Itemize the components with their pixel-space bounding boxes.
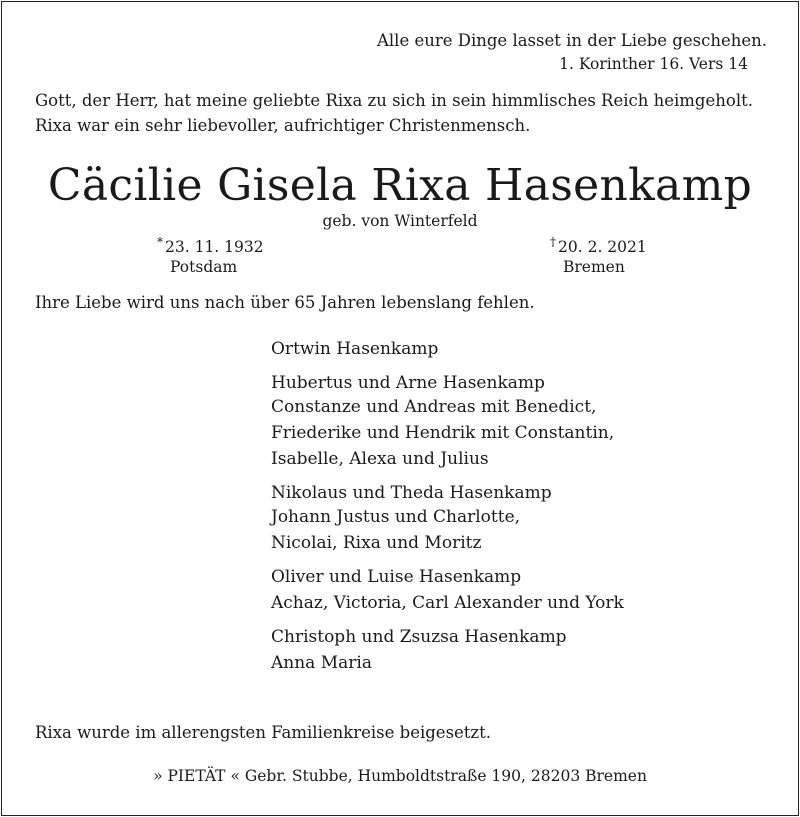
- family-list: [271, 337, 624, 675]
- bible-verse: Alle eure Dinge lasset in der Liebe geschehen.: [376, 31, 767, 50]
- birth-date-value: 23. 11. 1932: [165, 238, 264, 256]
- death-cross-symbol: †: [550, 235, 556, 249]
- intro-line-2: Rixa war ein sehr liebevoller, aufrichtiger Christenmensch.: [35, 116, 531, 135]
- family-line: Friederike und Hendrik mit Constantin,: [271, 423, 615, 443]
- death-date-value: 20. 2. 2021: [558, 238, 647, 256]
- birth-name: geb. von Winterfeld: [322, 212, 478, 230]
- birth-place: Potsdam: [170, 258, 238, 276]
- family-line: Johann Justus und Charlotte,: [271, 507, 521, 527]
- family-line: Isabelle, Alexa und Julius: [271, 449, 489, 469]
- death-date: [550, 237, 647, 258]
- verse-reference: 1. Korinther 16. Vers 14: [559, 55, 748, 73]
- family-line: Oliver und Luise Hasenkamp: [271, 567, 522, 587]
- tribute-text: Ihre Liebe wird uns nach über 65 Jahren lebenslang fehlen.: [35, 293, 535, 312]
- family-line: Ortwin Hasenkamp: [271, 339, 439, 359]
- family-line: Anna Maria: [271, 653, 372, 673]
- death-place: Bremen: [563, 258, 625, 276]
- birth-star-symbol: *: [157, 235, 163, 249]
- funeral-home-footer: » PIETÄT « Gebr. Stubbe, Humboldtstraße 190, 28203 Bremen: [153, 767, 647, 785]
- family-line: Nicolai, Rixa und Moritz: [271, 533, 482, 553]
- burial-note: Rixa wurde im allerengsten Familienkreise beigesetzt.: [35, 723, 491, 742]
- birth-date: [157, 237, 264, 258]
- family-line: Achaz, Victoria, Carl Alexander und York: [271, 593, 624, 613]
- family-line: Constanze und Andreas mit Benedict,: [271, 397, 597, 417]
- family-line: Nikolaus und Theda Hasenkamp: [271, 483, 552, 503]
- intro-line-1: Gott, der Herr, hat meine geliebte Rixa zu sich in sein himmlisches Reich heimgeholt.: [35, 91, 753, 110]
- deceased-name: Cäcilie Gisela Rixa Hasenkamp: [47, 160, 753, 211]
- family-line: Hubertus und Arne Hasenkamp: [271, 373, 545, 393]
- family-line: Christoph und Zsuzsa Hasenkamp: [271, 627, 567, 647]
